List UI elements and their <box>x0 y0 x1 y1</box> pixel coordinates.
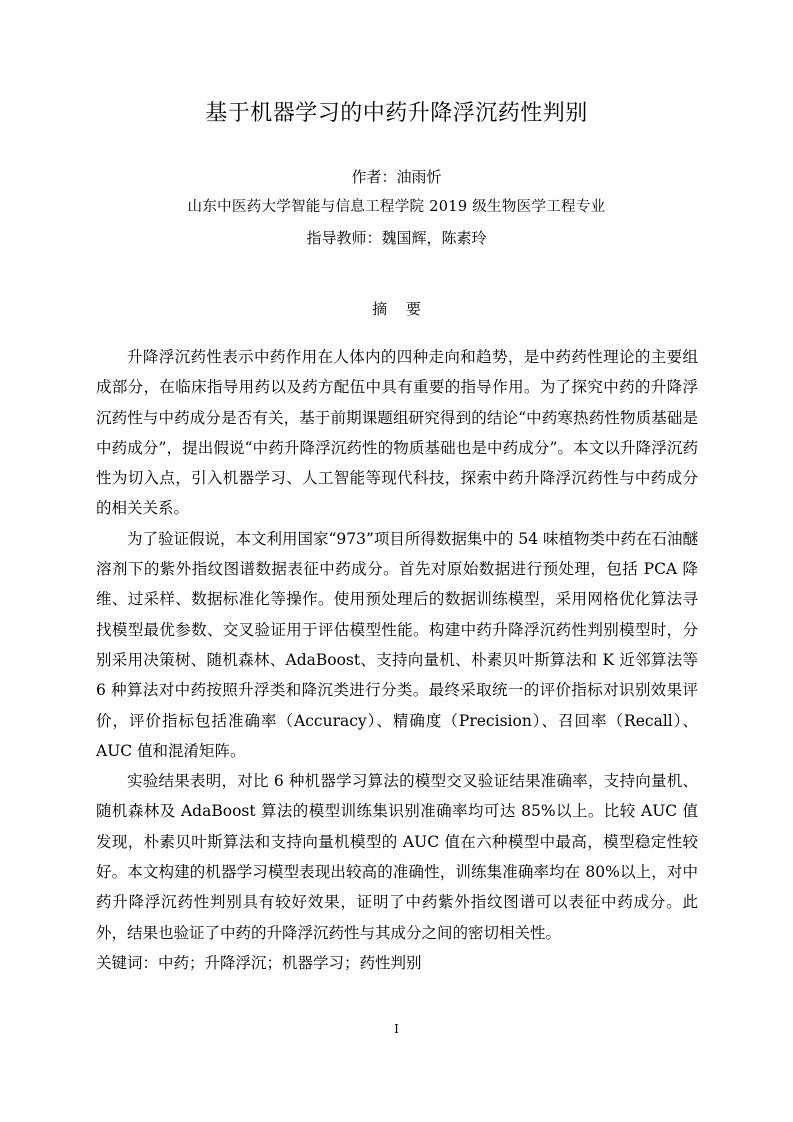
abstract-body <box>96 342 698 978</box>
affiliation-line: 山东中医药大学智能与信息工程学院 2019 级生物医学工程专业 <box>187 199 606 215</box>
paper-title: 基于机器学习的中药升降浮沉药性判别 <box>205 101 588 126</box>
author-line: 作者：油雨忻 <box>351 168 442 186</box>
abstract-paragraph-2: 为了验证假说，本文利用国家“973”项目所得数据集中的 54 味植物类中药在石油醚溶剂下的紫外指纹图谱数据表征中药成分。首先对原始数据进行预处理，包括 PCA 降维、过采样、数据标准化等操作。使用预处理后的数据训练模型，采用网格优化算法寻找模型最优参数、交叉验证用于评估模型性能。构建中药升降浮沉药性判别模型时，分别采用决策树、随机森林、AdaBoost、支持向量机、朴素贝叶斯算法和 K 近邻算法等 6 种算法对中药按照升浮类和降沉类进行分类。最终采取统一的评价指标对识别效果评价，评价指标包括准确率（Accuracy）、精确度（Precision）、召回率（Recall）、AUC 值和混淆矩阵。 <box>96 529 699 760</box>
abstract-paragraph-1: 升降浮沉药性表示中药作用在人体内的四种走向和趋势，是中药药性理论的主要组成部分，在临床指导用药以及药方配伍中具有重要的指导作用。为了探究中药的升降浮沉药性与中药成分是否有关，基于前期课题组研究得到的结论“中药寒热药性物质基础是中药成分”，提出假说“中药升降浮沉药性的物质基础也是中药成分”。本文以升降浮沉药性为切入点，引入机器学习、人工智能等现代科技，探索中药升降浮沉药性与中药成分的相关关系。 <box>96 348 698 518</box>
keywords-label: 关键词： <box>96 953 159 972</box>
advisor-line: 指导教师：魏国辉，陈素玲 <box>306 229 487 247</box>
keywords-line <box>96 948 698 978</box>
abstract-paragraph-3: 实验结果表明，对比 6 种机器学习算法的模型交叉验证结果准确率，支持向量机、随机森林及 AdaBoost 算法的模型训练集识别准确率均可达 85%以上。比较 AUC 值发现，朴素贝叶斯算法和支持向量机模型的 AUC 值在六种模型中最高，模型稳定性较好。本文构建的机器学习模型表现出较高的准确性，训练集准确率均在 80%以上，对中药升降浮沉药性判别具有较好效果，证明了中药紫外指纹图谱可以表征中药成分。此外，结果也验证了中药的升降浮沉药性与其成分之间的密切相关性。 <box>96 772 698 942</box>
abstract-heading: 摘 要 <box>372 300 421 318</box>
page-number: I <box>394 1022 399 1036</box>
keywords-text: 中药；升降浮沉；机器学习；药性判别 <box>158 953 422 972</box>
